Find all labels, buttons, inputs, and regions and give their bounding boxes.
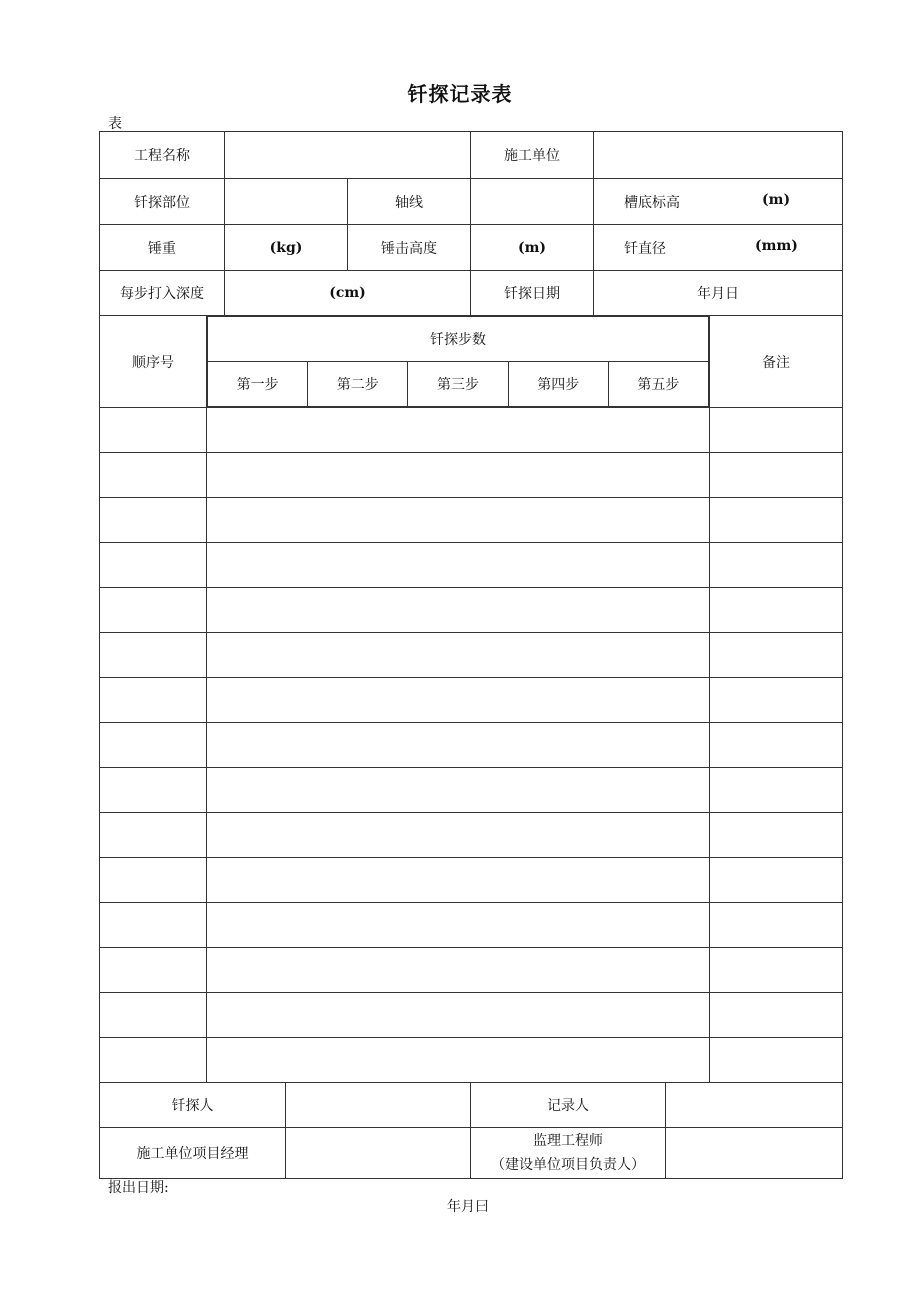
seq-cell[interactable] xyxy=(100,408,207,453)
probe-steps-header xyxy=(207,316,710,408)
construction-unit-field[interactable] xyxy=(594,132,843,179)
step-header-4: 第四步 xyxy=(508,362,608,407)
table-row xyxy=(100,723,843,768)
trench-bottom-elev-unit: (m) xyxy=(762,192,791,208)
rod-diameter-label: 钎直径 xyxy=(624,241,667,257)
step-depth-field[interactable]: (cm) xyxy=(225,271,471,316)
steps-cell[interactable] xyxy=(207,768,710,813)
seq-cell[interactable] xyxy=(100,768,207,813)
report-date-label: 报出日期: xyxy=(108,1180,169,1196)
table-row xyxy=(100,633,843,678)
trench-bottom-elev-field[interactable] xyxy=(594,179,843,225)
table-row xyxy=(100,903,843,948)
prober-label: 钎探人 xyxy=(100,1083,286,1128)
steps-cell[interactable] xyxy=(207,993,710,1038)
page-title: 钎探记录表 xyxy=(407,82,513,106)
steps-cell[interactable] xyxy=(207,678,710,723)
remark-cell[interactable] xyxy=(710,498,843,543)
steps-cell[interactable] xyxy=(207,948,710,993)
table-row xyxy=(100,453,843,498)
table-row xyxy=(100,588,843,633)
seq-cell[interactable] xyxy=(100,588,207,633)
trench-bottom-elev-label: 槽底标高 xyxy=(624,195,681,211)
remark-cell[interactable] xyxy=(710,453,843,498)
rod-diameter-field[interactable] xyxy=(594,225,843,271)
seq-cell[interactable] xyxy=(100,858,207,903)
hammer-height-label: 锤击高度 xyxy=(348,225,471,271)
supervisor-sub-label: （建设单位项目负责人） xyxy=(491,1157,646,1173)
steps-cell[interactable] xyxy=(207,723,710,768)
step-depth-label: 每步打入深度 xyxy=(100,271,225,316)
steps-cell[interactable] xyxy=(207,633,710,678)
table-row xyxy=(100,813,843,858)
probe-location-label: 钎探部位 xyxy=(100,179,225,225)
hammer-weight-field[interactable]: (kg) xyxy=(225,225,348,271)
remark-cell[interactable] xyxy=(710,1038,843,1083)
recorder-label: 记录人 xyxy=(471,1083,666,1128)
axis-field[interactable] xyxy=(471,179,594,225)
steps-cell[interactable] xyxy=(207,498,710,543)
seq-cell[interactable] xyxy=(100,1038,207,1083)
remark-cell[interactable] xyxy=(710,588,843,633)
seq-cell[interactable] xyxy=(100,498,207,543)
prober-field[interactable] xyxy=(286,1083,471,1128)
seq-cell[interactable] xyxy=(100,543,207,588)
remark-cell[interactable] xyxy=(710,948,843,993)
remark-cell[interactable] xyxy=(710,993,843,1038)
remark-cell[interactable] xyxy=(710,903,843,948)
probe-date-field[interactable]: 年月日 xyxy=(594,271,843,316)
hammer-weight-label: 锤重 xyxy=(100,225,225,271)
steps-cell[interactable] xyxy=(207,903,710,948)
seq-cell[interactable] xyxy=(100,813,207,858)
probe-record-form xyxy=(99,131,843,1179)
remark-cell[interactable] xyxy=(710,543,843,588)
remark-cell[interactable] xyxy=(710,633,843,678)
table-label: 表 xyxy=(108,116,122,132)
pm-field[interactable] xyxy=(286,1128,471,1179)
steps-cell[interactable] xyxy=(207,453,710,498)
report-date-value: 年月曰 xyxy=(447,1199,489,1215)
supervisor-label-cell xyxy=(471,1128,666,1179)
table-row xyxy=(100,498,843,543)
probe-steps-title: 钎探步数 xyxy=(208,317,709,362)
table-row xyxy=(100,678,843,723)
remark-cell[interactable] xyxy=(710,768,843,813)
remark-cell[interactable] xyxy=(710,813,843,858)
steps-cell[interactable] xyxy=(207,543,710,588)
steps-cell[interactable] xyxy=(207,1038,710,1083)
table-row xyxy=(100,543,843,588)
rod-diameter-unit: (mm) xyxy=(755,238,798,254)
steps-row xyxy=(208,362,709,407)
remark-header: 备注 xyxy=(710,316,843,408)
seq-cell[interactable] xyxy=(100,723,207,768)
remark-cell[interactable] xyxy=(710,678,843,723)
probe-location-field[interactable] xyxy=(225,179,348,225)
step-header-2: 第二步 xyxy=(308,362,408,407)
seq-cell[interactable] xyxy=(100,633,207,678)
table-row xyxy=(100,858,843,903)
project-name-field[interactable] xyxy=(225,132,471,179)
project-name-label: 工程名称 xyxy=(100,132,225,179)
seq-number-header: 顺序号 xyxy=(100,316,207,408)
seq-cell[interactable] xyxy=(100,993,207,1038)
steps-cell[interactable] xyxy=(207,858,710,903)
seq-cell[interactable] xyxy=(100,903,207,948)
table-row xyxy=(100,993,843,1038)
supervisor-label: 监理工程师 xyxy=(533,1133,604,1149)
remark-cell[interactable] xyxy=(710,858,843,903)
probe-date-label: 钎探日期 xyxy=(471,271,594,316)
seq-cell[interactable] xyxy=(100,453,207,498)
supervisor-field[interactable] xyxy=(666,1128,843,1179)
remark-cell[interactable] xyxy=(710,723,843,768)
table-row xyxy=(100,948,843,993)
table-row xyxy=(100,768,843,813)
construction-unit-label: 施工单位 xyxy=(471,132,594,179)
steps-cell[interactable] xyxy=(207,408,710,453)
remark-cell[interactable] xyxy=(710,408,843,453)
seq-cell[interactable] xyxy=(100,678,207,723)
pm-label: 施工单位项目经理 xyxy=(100,1128,286,1179)
axis-label: 轴线 xyxy=(348,179,471,225)
steps-cell[interactable] xyxy=(207,813,710,858)
table-row xyxy=(100,1038,843,1083)
table-row xyxy=(100,408,843,453)
steps-cell[interactable] xyxy=(207,588,710,633)
recorder-field[interactable] xyxy=(666,1083,843,1128)
hammer-height-field[interactable]: (m) xyxy=(471,225,594,271)
step-header-5: 第五步 xyxy=(608,362,708,407)
data-rows xyxy=(100,408,843,1083)
seq-cell[interactable] xyxy=(100,948,207,993)
step-header-1: 第一步 xyxy=(208,362,308,407)
step-header-3: 第三步 xyxy=(408,362,508,407)
